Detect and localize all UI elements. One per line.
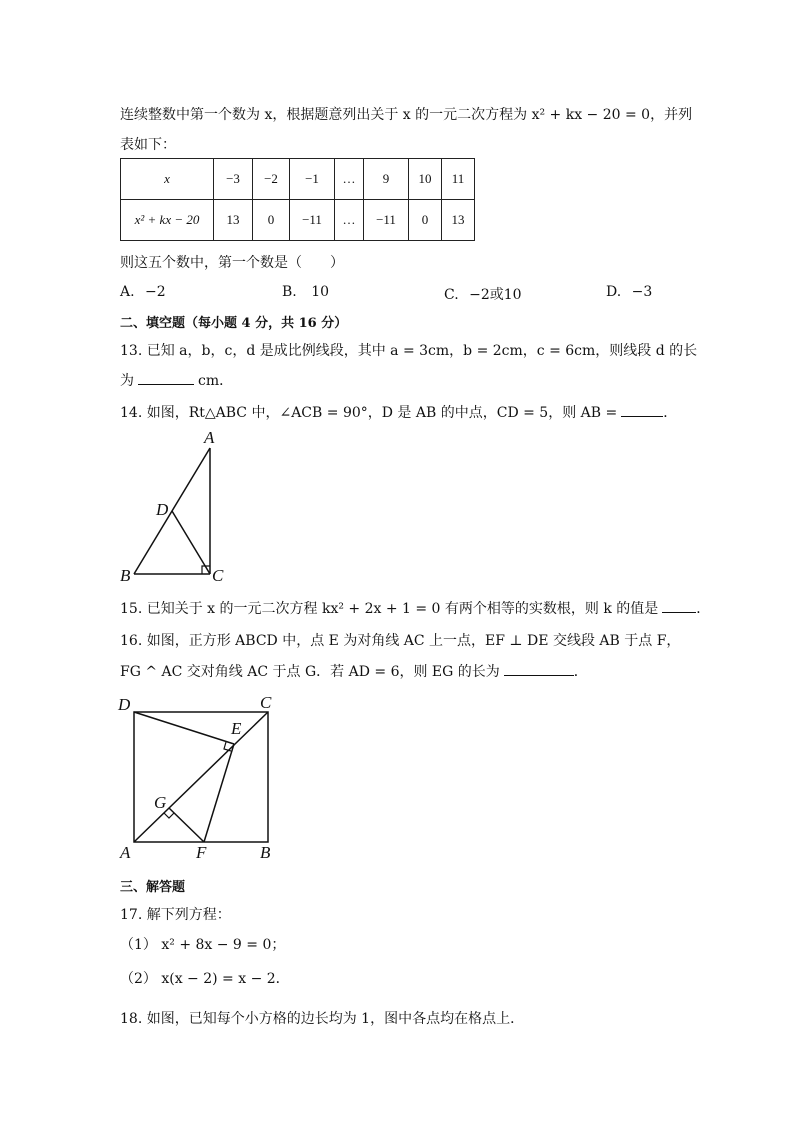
q17-part1: （1） x² + 8x − 9 = 0； [120, 937, 286, 953]
segment-cd [172, 511, 210, 574]
table-cell: −11 [364, 200, 409, 241]
option-letter: A. [120, 284, 135, 300]
label-b: B [120, 566, 131, 585]
option-d [606, 284, 652, 300]
q13-answer-blank [138, 370, 194, 385]
table-cell: −3 [214, 159, 253, 200]
q15-text [120, 598, 710, 618]
table-cell: 11 [442, 159, 475, 200]
q16-answer-blank [504, 661, 574, 676]
label-f: F [196, 843, 207, 862]
option-text: −2或10 [469, 287, 522, 303]
q14-text [120, 402, 677, 422]
right-angle-mark-g [164, 813, 174, 818]
label-c: C [260, 693, 272, 712]
table-row [121, 159, 475, 200]
q13-line2 [120, 370, 233, 390]
q15-suffix: ． [696, 601, 711, 617]
label-a: A [204, 428, 215, 447]
value-table [120, 158, 475, 241]
table-cell: x² + kx − 20 [121, 200, 214, 241]
q18-text: 18. 如图，已知每个小方格的边长均为 1，图中各点均在格点上． [120, 1011, 525, 1027]
option-b [282, 284, 329, 300]
q13-prefix: 为 [120, 373, 134, 389]
q15-stem: 15. 已知关于 x 的一元二次方程 kx² + 2x + 1 = 0 有两个相等的实数根，则 k 的值是 [120, 601, 659, 617]
q13-line1: 13. 已知 a，b，c，d 是成比例线段，其中 a = 3cm，b = 2cm，c = 6cm，则线段 d 的长 [120, 343, 698, 359]
segment-fg [169, 808, 204, 842]
option-text: −3 [631, 284, 653, 300]
option-letter: C. [444, 287, 459, 303]
table-cell: −2 [253, 159, 290, 200]
table-cell: −11 [290, 200, 335, 241]
table-cell: 13 [442, 200, 475, 241]
q16-suffix: ． [573, 664, 588, 680]
table-cell: −1 [290, 159, 335, 200]
intro-line1: 连续整数中第一个数为 x，根据题意列出关于 x 的一元二次方程为 x² + kx − 20 = 0，并列 [120, 107, 693, 123]
option-c [444, 284, 522, 304]
label-c: C [212, 566, 224, 585]
label-b: B [260, 843, 271, 862]
q14-suffix: ． [663, 405, 678, 421]
q17-title: 17. 解下列方程： [120, 907, 231, 923]
table-cell: 0 [253, 200, 290, 241]
q12-tail: 则这五个数中，第一个数是（ ） [120, 255, 344, 271]
label-d: D [118, 695, 131, 714]
label-a: A [120, 843, 131, 862]
section-2-heading: 二、填空题（每小题 4 分，共 16 分） [120, 316, 348, 331]
label-d: D [156, 500, 169, 519]
table-cell: 0 [409, 200, 442, 241]
option-letter: D. [606, 284, 622, 300]
q17-part2: （2） x(x − 2) = x − 2． [120, 971, 290, 987]
intro-line2: 表如下： [120, 137, 176, 153]
table-cell: … [335, 159, 364, 200]
section-3-heading: 三、解答题 [120, 880, 186, 895]
table-cell: … [335, 200, 364, 241]
option-a [120, 284, 166, 300]
table-cell: 10 [409, 159, 442, 200]
q16-stem: FG ^ AC 交对角线 AC 于点 G．若 AD = 6，则 EG 的长为 [120, 664, 500, 680]
label-g: G [154, 793, 167, 812]
q16-line2 [120, 661, 588, 681]
option-letter: B. [282, 284, 297, 300]
diagonal-ac [134, 712, 268, 842]
option-text: 10 [311, 284, 330, 300]
q13-suffix: cm． [198, 373, 234, 389]
table-cell: x [121, 159, 214, 200]
figure-16 [114, 690, 284, 862]
figure-14 [114, 426, 234, 586]
q15-answer-blank [662, 598, 696, 613]
q14-stem: 14. 如图，Rt△ABC 中，∠ACB = 90°，D 是 AB 的中点，CD = 5，则 AB = [120, 405, 618, 421]
label-e: E [231, 719, 242, 738]
option-text: −2 [145, 284, 166, 300]
segment-de [134, 712, 234, 744]
table-row [121, 200, 475, 241]
table-cell: 13 [214, 200, 253, 241]
table-cell: 9 [364, 159, 409, 200]
q16-line1: 16. 如图，正方形 ABCD 中，点 E 为对角线 AC 上一点，EF ⊥ DE 交线段 AB 于点 F， [120, 633, 681, 649]
q14-answer-blank [621, 402, 663, 417]
